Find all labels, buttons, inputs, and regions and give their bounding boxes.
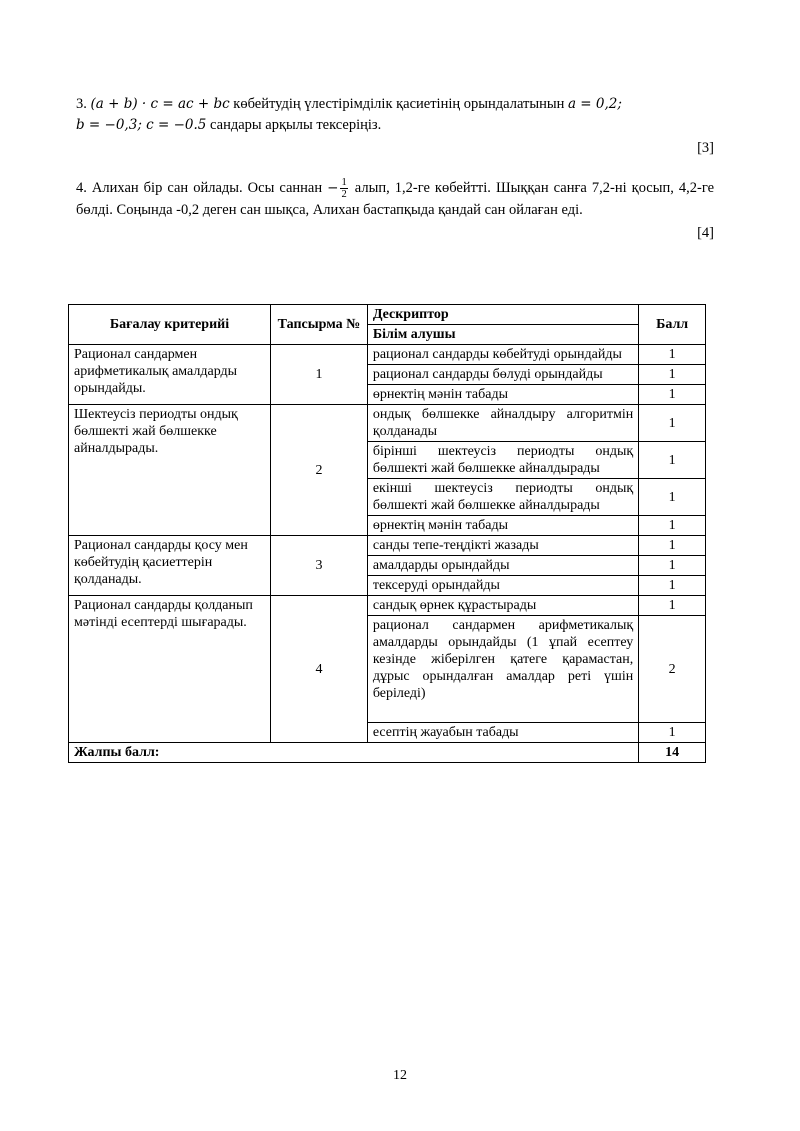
- header-task: Тапсырма №: [271, 305, 368, 345]
- score-cell: 1: [639, 723, 706, 743]
- score-cell: 1: [639, 516, 706, 536]
- task-4: [76, 177, 714, 244]
- table-row: [69, 345, 706, 365]
- descriptor-cell: екінші шектеусіз периодты ондық бөлшекті жай бөлшекке айналдырады: [367, 479, 638, 516]
- score-cell: 2: [639, 616, 706, 723]
- task-4-text1: Алихан бір сан ойлады. Осы саннан: [91, 179, 323, 196]
- task-3-text2: сандары арқылы тексеріңіз.: [210, 117, 382, 133]
- score-cell: 1: [639, 556, 706, 576]
- task-4-text2: алып, 1,2-ге көбейтті. Шыққан санға 7,2-ні қосып, 4,2-ге бөлді. Соңында -0,2 деген сан шықса, Алихан бастапқыда қандай сан ойлаған еді.: [76, 179, 715, 218]
- task-3: [76, 94, 714, 159]
- task-4-text: [76, 177, 714, 221]
- score-cell: 1: [639, 596, 706, 616]
- task-3-text1: көбейтудің үлестірімділік қасиетінің орындалатынын: [233, 96, 565, 112]
- score-cell: 1: [639, 365, 706, 385]
- criterion-cell: Рационал сандарды қолданып мәтінді есептерді шығарады.: [69, 596, 271, 743]
- task-4-fraction-sign: −: [327, 179, 339, 196]
- descriptor-cell: рационал сандарды бөлуді орындайды: [367, 365, 638, 385]
- task-4-number: 4.: [76, 179, 87, 196]
- header-learner: Білім алушы: [367, 325, 638, 345]
- assessment-rubric-table: [68, 304, 706, 763]
- score-cell: 1: [639, 345, 706, 365]
- header-score: Балл: [639, 305, 706, 345]
- task-number-cell: 1: [271, 345, 368, 405]
- header-descriptor: Дескриптор: [367, 305, 638, 325]
- descriptor-cell: тексеруді орындайды: [367, 576, 638, 596]
- task-3-points: [3]: [697, 140, 714, 156]
- task-number-cell: 3: [271, 536, 368, 596]
- descriptor-cell: өрнектің мәнін табады: [367, 516, 638, 536]
- fraction-denominator: 2: [341, 189, 347, 200]
- criterion-cell: Шектеусіз периодты ондық бөлшекті жай бөлшекке айналдырады.: [69, 405, 271, 536]
- table-header-row: [69, 305, 706, 325]
- descriptor-cell: есептің жауабын табады: [367, 723, 638, 743]
- total-row: [69, 743, 706, 763]
- task-3-values2: b = −0,3; c = −0.5: [76, 117, 207, 133]
- descriptor-cell: санды тепе-теңдікті жазады: [367, 536, 638, 556]
- total-value: 14: [639, 743, 706, 763]
- task-3-text: [76, 94, 714, 136]
- score-cell: 1: [639, 405, 706, 442]
- task-3-values: a = 0,2;: [567, 96, 622, 112]
- descriptor-cell: амалдарды орындайды: [367, 556, 638, 576]
- table-row: [69, 536, 706, 556]
- descriptor-cell: сандық өрнек құрастырады: [367, 596, 638, 616]
- total-label: Жалпы балл:: [69, 743, 639, 763]
- criterion-cell: Рационал сандарды қосу мен көбейтудің қасиеттерін қолданады.: [69, 536, 271, 596]
- fraction-numerator: 1: [341, 177, 347, 188]
- header-criteria: Бағалау критерийі: [69, 305, 271, 345]
- descriptor-cell: бірінші шектеусіз периодты ондық бөлшекті жай бөлшекке айналдырады: [367, 442, 638, 479]
- descriptor-cell: рационал сандармен арифметикалық амалдарды орындайды (1 ұпай есептеу кезінде жіберілген қатеге қарамастан, дұрыс орындалған амалдар реті үшін беріледі): [367, 616, 638, 723]
- task-4-points: [4]: [697, 225, 714, 241]
- page-number: 12: [393, 1068, 407, 1083]
- score-cell: 1: [639, 576, 706, 596]
- task-number-cell: 4: [271, 596, 368, 743]
- task-3-number: 3.: [76, 96, 87, 112]
- descriptor-cell: өрнектің мәнін табады: [367, 385, 638, 405]
- descriptor-cell: ондық бөлшекке айналдыру алгоритмін қолданады: [367, 405, 638, 442]
- task-3-formula: (a + b) · c = ac + bc: [90, 96, 230, 112]
- task-4-fraction: [340, 177, 347, 200]
- table-row: [69, 596, 706, 616]
- score-cell: 1: [639, 442, 706, 479]
- task-number-cell: 2: [271, 405, 368, 536]
- score-cell: 1: [639, 479, 706, 516]
- score-cell: 1: [639, 536, 706, 556]
- criterion-cell: Рационал сандармен арифметикалық амалдарды орындайды.: [69, 345, 271, 405]
- table-row: [69, 405, 706, 442]
- score-cell: 1: [639, 385, 706, 405]
- descriptor-cell: рационал сандарды көбейтуді орындайды: [367, 345, 638, 365]
